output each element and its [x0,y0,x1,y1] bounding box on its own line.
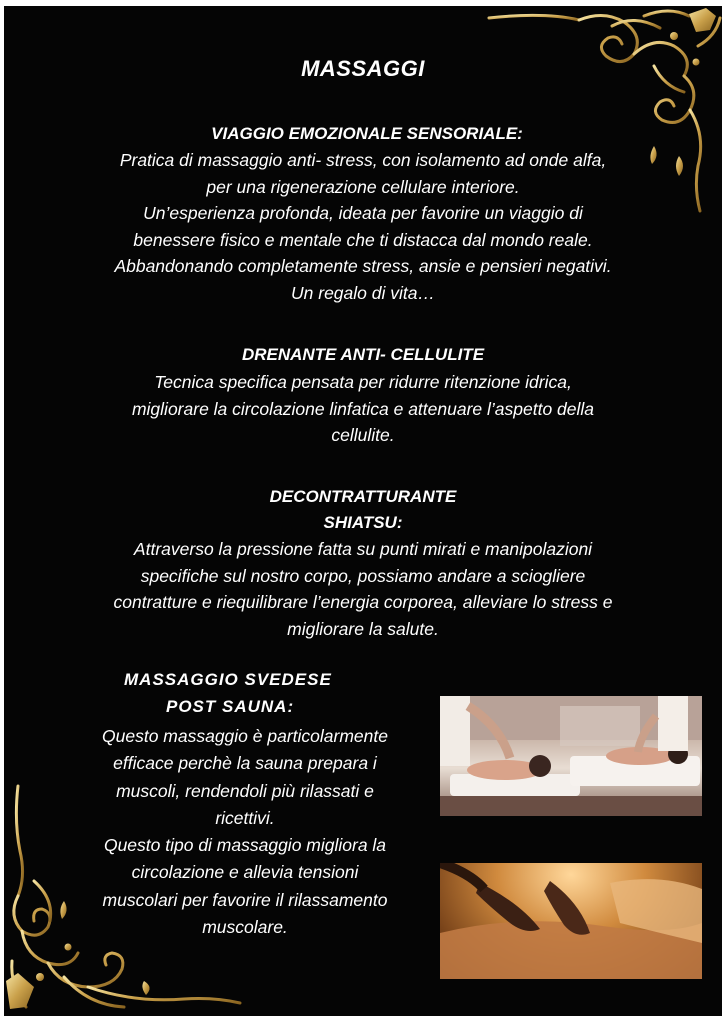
body-line: efficace perchè la sauna prepara i [113,753,377,774]
body-line: muscolare. [202,917,288,938]
heading-line: VIAGGIO EMOZIONALE SENSORIALE: [211,124,523,143]
section-body-drenante [4,369,722,449]
body-line: Questo tipo di massaggio migliora la [103,835,387,856]
body-line: Pratica di massaggio anti- stress, con isolamento ad onde alfa, [119,150,607,170]
page-title: MASSAGGI [301,56,425,81]
body-line: ricettivi. [215,807,275,828]
body-line: cellulite. [331,425,395,445]
body-line: Un’esperienza profonda, ideata per favorire un viaggio di [143,203,583,223]
body-line: specifiche sul nostro corpo, possiamo andare a sciogliere [140,565,586,586]
section-heading-viaggio [4,124,722,144]
body-line: circolazione e allevia tensioni [131,862,359,883]
heading-line: POST SAUNA: [166,697,295,716]
section-heading-svedese [110,666,390,720]
body-line: Tecnica specifica pensata per ridurre ritenzione idrica, [154,372,572,392]
menu-page [4,6,722,1016]
body-line: contratture e riequilibrare l’energia corporea, alleviare lo stress e [113,592,613,612]
heading-line: DECONTRATTURANTE [269,487,457,506]
body-line: Abbandonando completamente stress, ansie e pensieri negativi. [114,256,612,276]
section-body-viaggio [4,147,722,306]
body-line: benessere fisico e mentale che ti distacca dal mondo reale. [133,229,593,250]
body-line: muscoli, rendendoli più rilassati e [116,780,374,801]
section-heading-decontratturante [4,484,722,536]
heading-line: DRENANTE ANTI- CELLULITE [241,345,485,364]
section-heading-drenante [4,345,722,365]
section-body-svedese [70,723,420,941]
body-line: Questo massaggio è particolarmente [102,726,388,746]
body-line: muscolari per favorire il rilassamento [102,889,388,910]
body-line: migliorare la circolazione linfatica e attenuare l’aspetto della [131,398,595,419]
body-line: Attraverso la pressione fatta su punti mirati e manipolazioni [133,539,593,559]
heading-line: SHIATSU: [323,513,403,532]
body-line: per una rigenerazione cellulare interiore. [206,176,520,197]
spa-massage-photo [440,696,702,816]
body-line: migliorare la salute. [287,618,439,639]
back-massage-photo [440,863,702,979]
heading-line: MASSAGGIO SVEDESE [124,670,332,689]
section-body-decontratturante [4,536,722,642]
body-line: Un regalo di vita… [291,282,435,303]
